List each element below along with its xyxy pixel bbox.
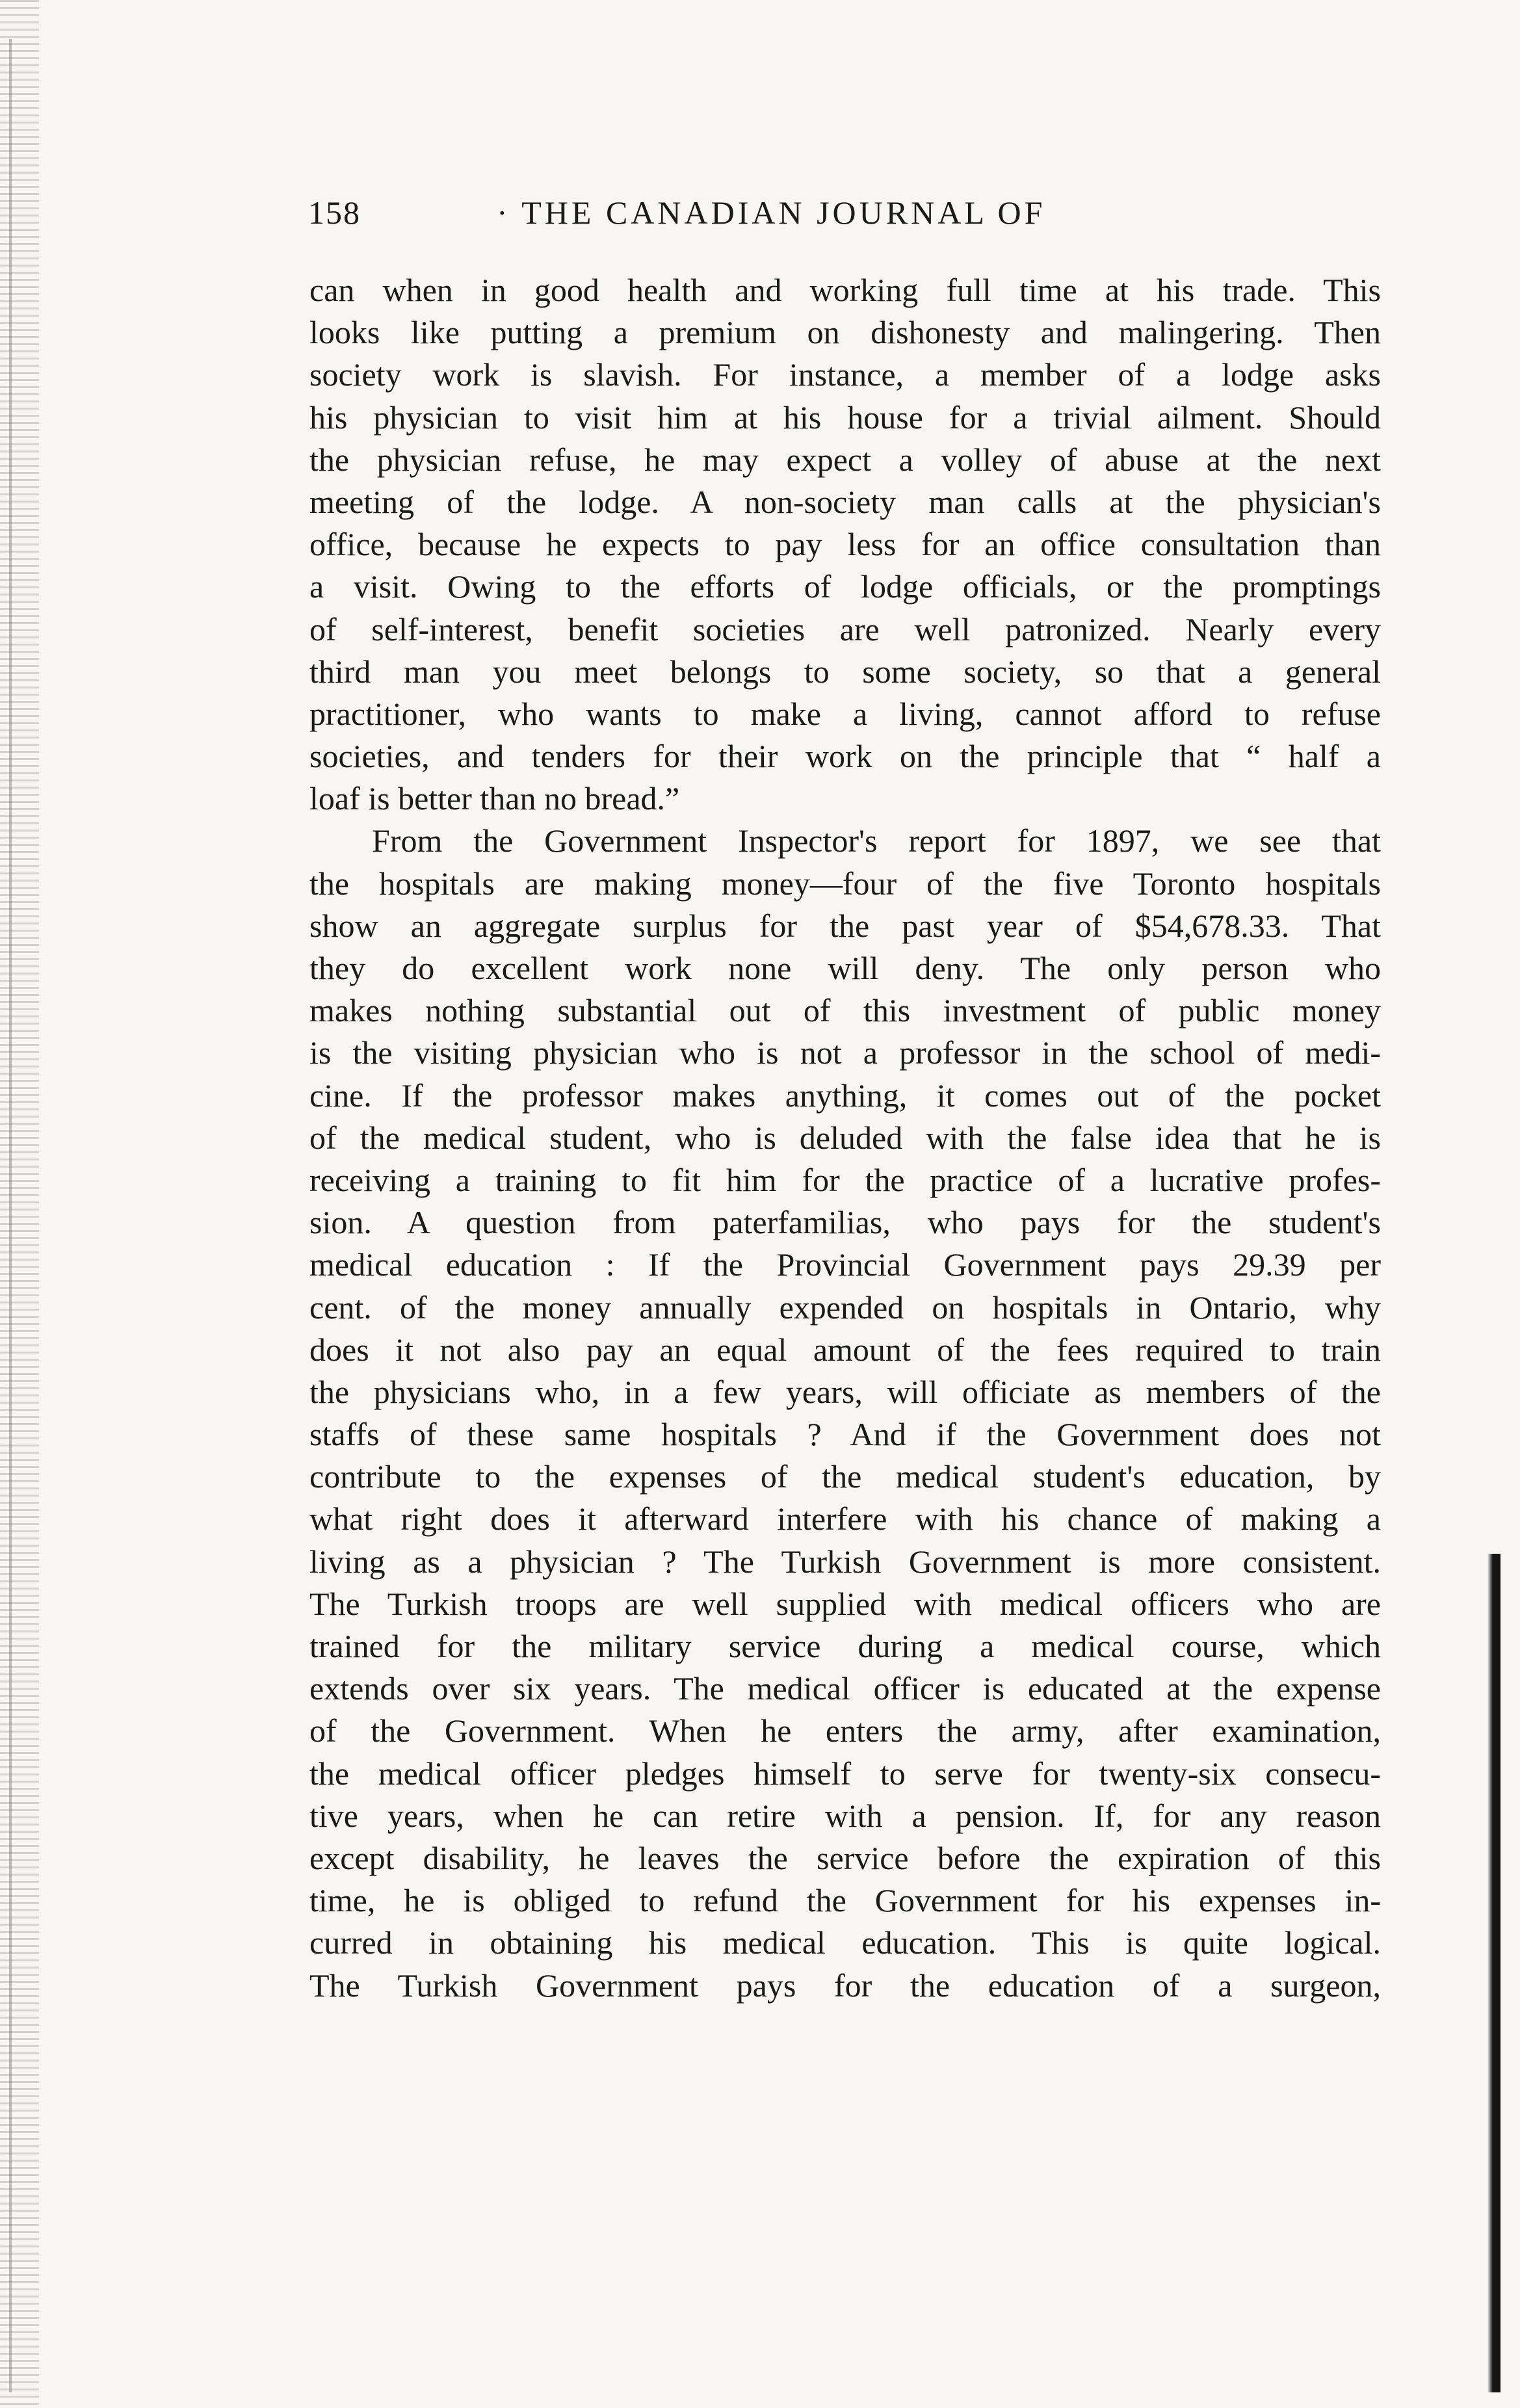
text-line: looks like putting a premium on dishonesty and malingering. Then: [309, 314, 1381, 351]
running-head: · THE CANADIAN JOURNAL OF: [497, 194, 1046, 231]
page-number: 158: [308, 194, 361, 231]
text-line: society work is slavish. For instance, a member of a lodge asks: [309, 356, 1381, 393]
text-line: the physicians who, in a few years, will officiate as members of the: [309, 1373, 1381, 1410]
text-line: the medical officer pledges himself to serve for twenty-six consecu-: [309, 1755, 1381, 1792]
binding-gutter-edge: [0, 0, 39, 2408]
text-line: of self-interest, benefit societies are well patronized. Nearly every: [309, 610, 1381, 648]
text-line: can when in good health and working full time at his trade. This: [309, 272, 1381, 308]
text-line: is the visiting physician who is not a professor in the school of medi-: [309, 1034, 1381, 1071]
text-line: time, he is obliged to refund the Government for his expenses in-: [309, 1882, 1381, 1919]
text-line: loaf is better than no bread.”: [309, 780, 680, 817]
text-line: a visit. Owing to the efforts of lodge officials, or the promptings: [309, 568, 1381, 605]
text-line: trained for the military service during a medical course, which: [309, 1628, 1381, 1664]
text-line: third man you meet belongs to some society, so that a general: [309, 653, 1381, 690]
page-edge-shadow: [1487, 1554, 1500, 2392]
text-line: living as a physician ? The Turkish Government is more consistent.: [309, 1543, 1381, 1580]
page-header: [308, 194, 1381, 252]
text-line: sion. A question from paterfamilias, who pays for the student's: [309, 1204, 1381, 1241]
text-line: practitioner, who wants to make a living, cannot afford to refuse: [309, 695, 1381, 732]
text-line: The Turkish troops are well supplied with medical officers who are: [309, 1585, 1381, 1622]
text-line: medical education : If the Provincial Government pays 29.39 per: [309, 1246, 1381, 1283]
text-line: of the Government. When he enters the army, after examination,: [309, 1712, 1381, 1749]
text-line: except disability, he leaves the service before the expiration of this: [309, 1839, 1381, 1876]
text-line: his physician to visit him at his house for a trivial ailment. Should: [309, 399, 1381, 436]
text-line: contribute to the expenses of the medical student's education, by: [309, 1458, 1381, 1495]
text-line: does it not also pay an equal amount of the fees required to train: [309, 1331, 1381, 1368]
text-line: the hospitals are making money—four of the five Toronto hospitals: [309, 865, 1381, 902]
text-line: they do excellent work none will deny. The only person who: [309, 950, 1381, 986]
text-line: staffs of these same hospitals ? And if the Government does not: [309, 1416, 1381, 1453]
text-line: what right does it afterward interfere with his chance of making a: [309, 1500, 1381, 1538]
text-line: meeting of the lodge. A non-society man calls at the physician's: [309, 483, 1381, 520]
text-line: societies, and tenders for their work on the principle that “ half a: [309, 738, 1381, 775]
text-line: office, because he expects to pay less for an office consultation than: [309, 526, 1381, 563]
text-line: receiving a training to fit him for the practice of a lucrative profes-: [309, 1161, 1381, 1198]
text-line: extends over six years. The medical officer is educated at the expense: [309, 1670, 1381, 1707]
body-text: [309, 269, 1381, 2007]
text-line: cent. of the money annually expended on hospitals in Ontario, why: [309, 1289, 1381, 1326]
text-line: The Turkish Government pays for the education of a surgeon,: [309, 1967, 1381, 2004]
text-line: curred in obtaining his medical education. This is quite logical.: [309, 1924, 1381, 1961]
text-line: of the medical student, who is deluded with the false idea that he is: [309, 1119, 1381, 1156]
text-line: show an aggregate surplus for the past year of $54,678.33. That: [309, 907, 1381, 944]
text-line: tive years, when he can retire with a pension. If, for any reason: [309, 1797, 1381, 1834]
text-line: the physician refuse, he may expect a volley of abuse at the next: [309, 441, 1381, 478]
text-line: makes nothing substantial out of this investment of public money: [309, 992, 1381, 1029]
paragraph-start-line: From the Government Inspector's report for 1897, we see that: [372, 822, 1381, 859]
text-line: cine. If the professor makes anything, it comes out of the pocket: [309, 1077, 1381, 1114]
